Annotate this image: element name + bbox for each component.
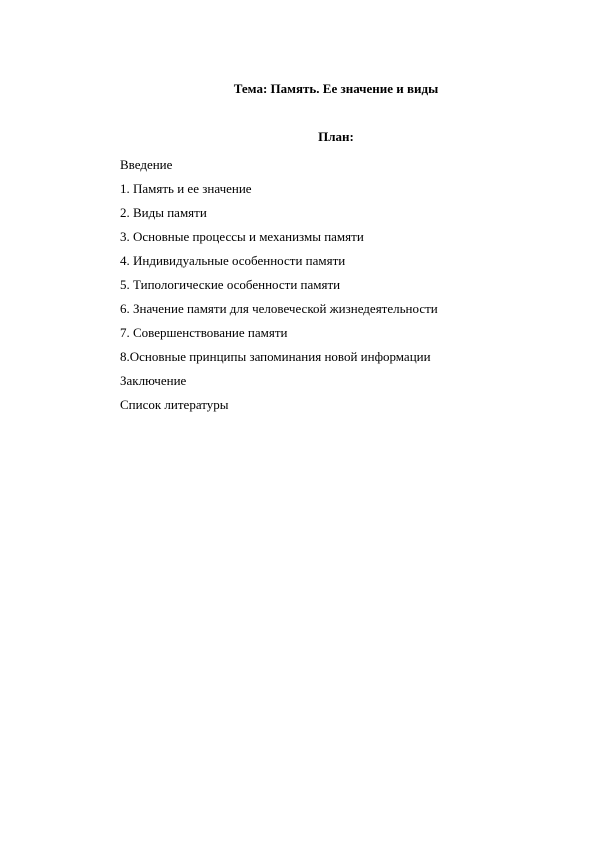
toc-item-6: 6. Значение памяти для человеческой жизнедеятельности: [120, 301, 438, 316]
toc-item-conclusion: Заключение: [120, 373, 187, 388]
toc-item-1: 1. Память и ее значение: [120, 181, 252, 196]
toc-item-4: 4. Индивидуальные особенности памяти: [120, 253, 346, 268]
toc-item-7: 7. Совершенствование памяти: [120, 325, 288, 340]
table-of-contents: [120, 153, 438, 417]
document-title: Тема: Память. Ее значение и виды: [233, 81, 439, 96]
toc-item-intro: Введение: [120, 157, 173, 172]
plan-heading: План:: [318, 129, 354, 144]
toc-item-references: Список литературы: [120, 397, 229, 412]
toc-item-8: 8.Основные принципы запоминания новой информации: [120, 349, 431, 364]
toc-item-3: 3. Основные процессы и механизмы памяти: [120, 229, 364, 244]
toc-item-5: 5. Типологические особенности памяти: [120, 277, 341, 292]
toc-item-2: 2. Виды памяти: [120, 205, 207, 220]
